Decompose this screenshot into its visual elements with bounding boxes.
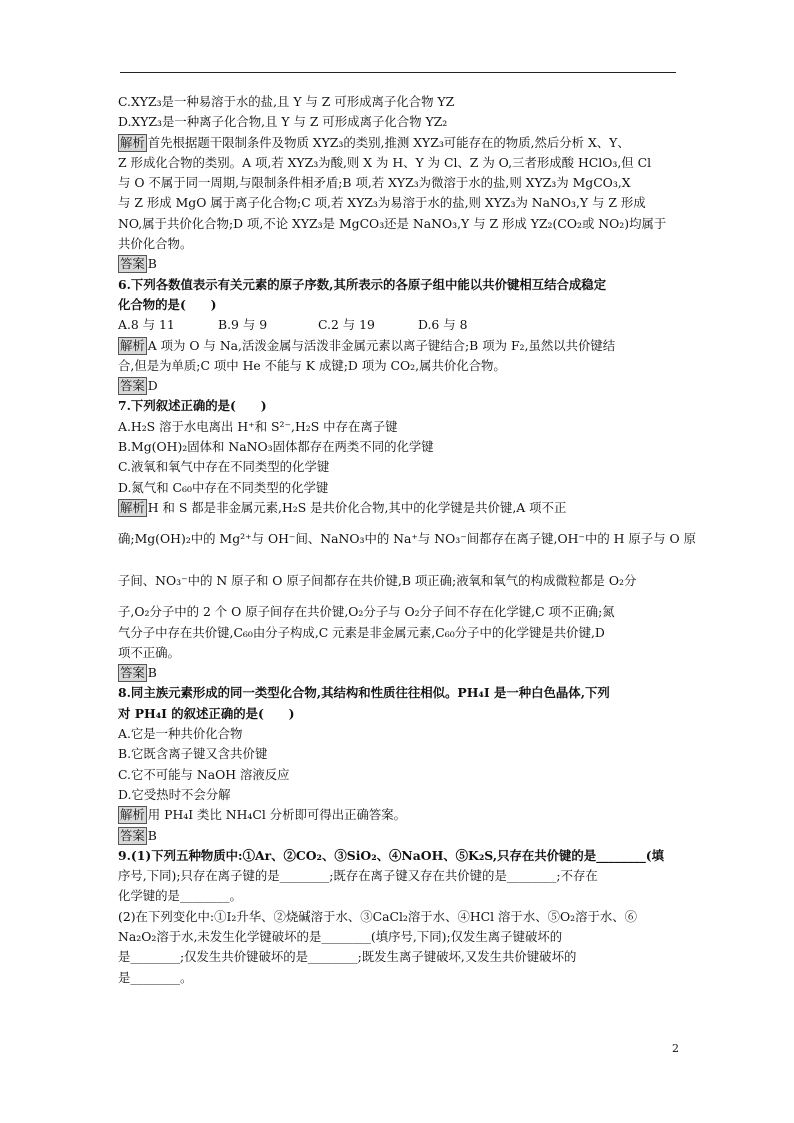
q7-option-d: D.氮气和 C₆₀中存在不同类型的化学键 <box>118 479 329 495</box>
q6-analysis-line: 合,但是为单质;C 项中 He 不能与 K 成键;D 项为 CO₂,属共价化合物。 <box>118 357 506 373</box>
q7-option-a: A.H₂S 溶于水电离出 H⁺和 S²⁻,H₂S 中存在离子键 <box>118 418 398 434</box>
q9-line: Na₂O₂溶于水,未发生化学键破坏的是________(填序号,下同);仅发生离子键破坏的 <box>118 928 563 944</box>
q7-option-b: B.Mg(OH)₂固体和 NaNO₃固体都存在两类不同的化学键 <box>118 439 434 455</box>
q8-stem: 8.同主族元素形成的同一类型化合物,其结构和性质往往相似。PH₄I 是一种白色晶体,下列 <box>118 685 610 701</box>
q6-option-a: A.8 与 11 <box>118 317 175 333</box>
header-rule <box>120 72 676 73</box>
q6-stem: 化合物的是( ) <box>118 296 217 312</box>
q9-line: 化学键的是________。 <box>118 888 242 904</box>
q6-option-d: D.6 与 8 <box>418 317 468 333</box>
answer-label: 答案 <box>120 665 145 681</box>
answer-label: 答案 <box>120 256 145 272</box>
answer-label: 答案 <box>120 378 145 394</box>
q8-option-a: A.它是一种共价化合物 <box>118 726 243 742</box>
q9-line: (2)在下列变化中:①I₂升华、②烧碱溶于水、③CaCl₂溶于水、④HCl 溶于水、⑤O₂溶于水、⑥ <box>118 908 638 924</box>
q5-analysis-line: 与 O 不属于同一周期,与限制条件相矛盾;B 项,若 XYZ₃为微溶于水的盐,则 XYZ₃为 MgCO₃,X <box>118 175 631 191</box>
q6-option-b: B.9 与 9 <box>218 317 268 333</box>
q6-answer: 答案 D <box>120 378 158 394</box>
q5-analysis-line: 与 Z 形成 MgO 属于离子化合物;C 项,若 XYZ₃为易溶于水的盐,则 XYZ₃为 NaNO₃,Y 与 Z 形成 <box>118 195 646 211</box>
q8-option-c: C.它不可能与 NaOH 溶液反应 <box>118 766 290 782</box>
q5-analysis-line: Z 形成化合物的类别。A 项,若 XYZ₃为酸,则 X 为 H、Y 为 Cl、Z 为 O,三者形成酸 HClO₃,但 Cl <box>118 154 652 170</box>
page-number: 2 <box>672 1042 679 1055</box>
q8-option-d: D.它受热时不会分解 <box>118 786 231 802</box>
q5-analysis-line: 解析 首先根据题干限制条件及物质 XYZ₃的类别,推测 XYZ₃可能存在的物质,然后分析 X、Y、 <box>120 134 630 150</box>
q8-stem: 对 PH₄I 的叙述正确的是( ) <box>118 705 295 721</box>
q7-answer: 答案 B <box>120 665 157 681</box>
q9-line: 是________。 <box>118 969 193 985</box>
q6-options <box>118 315 678 335</box>
q6-option-c: C.2 与 19 <box>318 317 375 333</box>
answer-label: 答案 <box>120 827 145 843</box>
q5-analysis-line: NO,属于共价化合物;D 项,不论 XYZ₃是 MgCO₃还是 NaNO₃,Y 与 Z 形成 YZ₂(CO₂或 NO₂)均属于 <box>118 215 667 231</box>
q5-analysis-line: 共价化合物。 <box>118 236 193 252</box>
q7-analysis-line: 确;Mg(OH)₂中的 Mg²⁺与 OH⁻间、NaNO₃中的 Na⁺与 NO₃⁻间都存在离子键,OH⁻中的 H 原子与 O 原 <box>118 531 697 547</box>
analysis-label: 解析 <box>120 337 145 353</box>
q6-analysis-line: 解析 A 项为 O 与 Na,活泼金属与活泼非金属元素以离子键结合;B 项为 F₂,虽然以共价键结 <box>120 337 616 353</box>
document-body <box>118 92 697 988</box>
q7-analysis-line: 子,O₂分子中的 2 个 O 原子间存在共价键,O₂分子与 O₂分子间不存在化学键,C 项不正确;氮 <box>118 604 615 620</box>
q9-line: 是________;仅发生共价键破坏的是________;既发生离子键破坏,又发生共价键破坏的 <box>118 949 577 965</box>
analysis-label: 解析 <box>120 134 145 150</box>
q7-option-c: C.液氧和氧气中存在不同类型的化学键 <box>118 459 330 475</box>
q7-analysis-line: 解析 H 和 S 都是非金属元素,H₂S 是共价化合物,其中的化学键是共价键,A 项不正 <box>120 499 567 515</box>
q7-analysis-line: 气分子中存在共价键,C₆₀由分子构成,C 元素是非金属元素,C₆₀分子中的化学键是共价键,D <box>118 624 605 640</box>
q5-answer: 答案 B <box>120 256 157 272</box>
analysis-label: 解析 <box>120 499 145 515</box>
q9-line: 9.(1)下列五种物质中:①Ar、②CO₂、③SiO₂、④NaOH、⑤K₂S,只存在共价键的是________(填 <box>118 847 665 863</box>
q5-option-c: C.XYZ₃是一种易溶于水的盐,且 Y 与 Z 可形成离子化合物 YZ <box>118 94 455 109</box>
q9-line: 序号,下同);只存在离子键的是________;既存在离子键又存在共价键的是________;不存在 <box>118 868 598 884</box>
q8-analysis: 解析 用 PH₄I 类比 NH₄Cl 分析即可得出正确答案。 <box>120 807 407 823</box>
q7-analysis-line: 子间、NO₃⁻中的 N 原子和 O 原子间都存在共价键,B 项正确;液氧和氧气的构成微粒都是 O₂分 <box>118 573 637 589</box>
q7-stem: 7.下列叙述正确的是( ) <box>118 398 267 414</box>
q5-option-d: D.XYZ₃是一种离子化合物,且 Y 与 Z 可形成离子化合物 YZ₂ <box>118 114 448 130</box>
q8-option-b: B.它既含离子键又含共价键 <box>118 746 268 762</box>
analysis-label: 解析 <box>120 807 145 823</box>
q8-answer: 答案 B <box>120 827 157 843</box>
q6-stem: 6.下列各数值表示有关元素的原子序数,其所表示的各原子组中能以共价键相互结合成稳定 <box>118 276 607 292</box>
q7-analysis-line: 项不正确。 <box>118 644 180 660</box>
